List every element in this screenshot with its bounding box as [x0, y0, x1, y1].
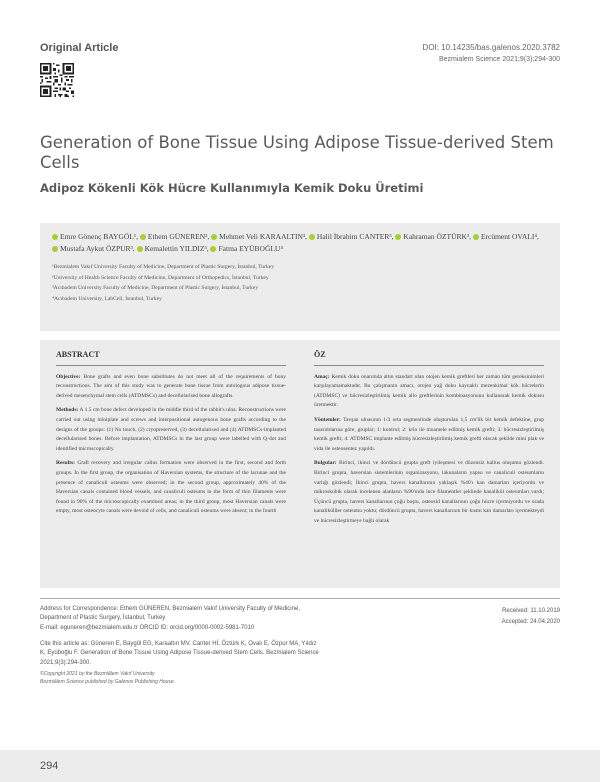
received-date: Received: 11.10.2019	[502, 608, 560, 614]
orcid-icon	[309, 234, 315, 240]
abstract-english	[56, 350, 286, 522]
orcid-icon	[473, 234, 479, 240]
author[interactable]: Fatma EYÜBOĞLU⁴	[210, 244, 282, 253]
author[interactable]: Mehmet Veli KARAALTIN³,	[211, 232, 307, 241]
author[interactable]: Kahraman ÖZTÜRK³,	[395, 232, 471, 241]
page-number: 294	[40, 760, 59, 772]
abstract-amac: Amaç: Kemik doku onarımda altın standart olan otojen kemik greftleri her zaman tüm gereksinimleri karşılayamamaktadır. Bu çalışmanın amacı, otojen yağ doku kaynaklı mezenkimal kök hücrelerin (ATDMSC) ve hücresizleştirilmiş kemik allo greftlerinin kombinasyonunu kullanarak kemik dokusu üretmektir.	[314, 373, 544, 409]
author[interactable]: Kemalettin YILDIZ³,	[137, 244, 209, 253]
affiliation-list	[52, 262, 548, 304]
affiliation: ³Acıbadem University Faculty of Medicine, Department of Plastic Surgery, İstanbul, Turkey	[52, 285, 259, 291]
journal-citation: Bezmialem Science 2021;9(3):294-300	[438, 56, 560, 63]
divider	[56, 365, 286, 366]
accepted-date: Accepted: 24.04.2020	[501, 619, 560, 625]
orcid-icon	[210, 246, 216, 252]
author[interactable]: Ercüment OVALI⁴,	[473, 232, 539, 241]
author[interactable]: Mustafa Aykut ÖZPUR³,	[52, 244, 135, 253]
orcid-icon	[137, 246, 143, 252]
author[interactable]: Ethem GÜNEREN²,	[140, 232, 209, 241]
page-footer	[0, 750, 600, 782]
author-list	[52, 231, 548, 254]
author[interactable]: Halil İbrahim CANTER³,	[309, 232, 394, 241]
doi[interactable]: DOI: 10.14235/bas.galenos.2020.3782	[422, 43, 560, 52]
orcid-icon	[52, 246, 58, 252]
abstract-methods: Methods: A 1.5 cm bone defect developed in the middle third of the rabbit's ulna. Reconstructions were carried out using miniplate and screws and interpositional autogenous bone grafts according to the designs of the groups: (1) No touch, (2) cryopreserved, (3) decellularised and (4) ATDMSCs-implanted decellularised bones. Before implantation, ATDMSCs in the last group were labelled with Q-dot and identified microscopically.	[56, 407, 286, 452]
affiliation: ¹Bezmialem Vakıf University Faculty of Medicine, Department of Plastic Surgery, İstanbul, Turkey	[52, 264, 275, 270]
author[interactable]: Emre Gönenç BAYGÖL¹,	[52, 232, 138, 241]
copyright-notice: ©Copyright 2021 by the Bezmiâlem Vakıf University Bezmiâlem Science published by Galenos Publishing House.	[40, 671, 176, 685]
article-title-english: Generation of Bone Tissue Using Adipose Tissue-derived Stem Cells	[40, 133, 554, 172]
authors-panel	[40, 223, 560, 331]
article-type: Original Article	[40, 42, 119, 54]
orcid-icon	[395, 234, 401, 240]
affiliation: ²University of Health Science Faculty of Medicine, Department of Orthopedics, İstanbul, Turkey	[52, 274, 269, 281]
correspondence-address: Address for Correspondence: Ethem GÜNEREN, Bezmialem Vakıf University Faculty of Medicine, Department of Plastic Surgery, İstanbul, Turkey E-mail: eguneren@bezmialem.edu.tr ORCID ID: orcid.org/0000-0002-5981-7010	[40, 606, 300, 631]
abstract-yontemler: Yöntemler: Tavşan ulnasının 1/3 orta segmentinde oluşturulan 1,5 cm'lik bir kemik defektine, grup tasarımlarına göre, gruplar; 1: kontrol; 2: krio ile muamele edilmiş kemik grefti; 3: hücresizleştirilmiş kemik grefti; 4: ATDMSC implante edilmiş hücresizleştirilmiş kemik grefti olacak şekilde mini plak ve vida ile osteosentez yapıldı.	[314, 416, 544, 452]
article-dates	[502, 606, 560, 628]
divider	[314, 365, 544, 366]
abstract-panel	[40, 340, 560, 588]
qr-code-icon	[40, 63, 74, 97]
orcid-icon	[52, 234, 58, 240]
abstract-objective: Objective: Bone grafts and even bone substitutes do not meet all of the requirements of bony reconstructions. The aim of this study was to generate bone tissue from autologous adipose tissue-derived mesenchymal stem cells (ATDMSCs) and decellularised bone allografts.	[56, 373, 286, 399]
abstract-heading: ÖZ	[314, 350, 326, 359]
orcid-icon	[140, 234, 146, 240]
abstract-bulgular: Bulgular: Birinci, ikinci ve dördüncü grupta greft iyileşmesi ve düzensiz kallus oluşumu gözlendi. Birinci grupta, haversian sistemlerinin organizasyonu, lakunaların yapısı ve canaliculi osteumların varlığı gözlendi; İkinci grupta, havers kanallarının yaklaşık %40'ı kan damarları içeriyordu ve mikroskobik olarak incelenen alanların %90'ında ince filamentler şeklinde kanalikül osteumları vardı; Üçüncü grupta, havers kanallarının çoğu boştu, osteosid kanallarının çoğu hücre içermiyordu ve orada kanalikülller osteumu yoktu; dördüncü grupta, havers kanallarının bir kısmı kan damarları içermekteydi ve hücresizleştirmeye bağlı olarak	[314, 460, 544, 524]
abstract-results: Results: Graft recovery and irregular callus formation were observed in the first, second and forth groups. In the first group, the organisation of Haversian systems, the structure of the lacunae and the presence of canaliculi osteums were observed; in the second group, approximately 40% of the Haversian canals contained blood vessels, and canaliculi osteums in the form of thin filaments were found in 90% of the microscopically examined areas; in the third group, most Haversian canals were empty, most osteocyte canals were devoid of cells, and canaliculi osteums were absent; in the fourth	[56, 460, 286, 515]
abstract-turkish	[314, 350, 544, 532]
orcid-icon	[211, 234, 217, 240]
footer-divider	[40, 598, 560, 599]
article-title-turkish: Adipoz Kökenli Kök Hücre Kullanımıyla Kemik Doku Üretimi	[40, 181, 424, 195]
abstract-heading: ABSTRACT	[56, 350, 100, 359]
affiliation: ⁴Acıbadem University, LabCell, İstanbul, Turkey	[52, 295, 162, 302]
cite-this-article: Cite this article as: Güneren E, Baygöl EG, Karaaltın MV, Canter Hİ, Öztürk K, Ovalı E, Özpur MA, Yıldız K, Eyüboğlu F. Generation of Bone Tissue Using Adipose Tissue-derived Stem Cells. Bezmialem Science 2021;9(3):294-300.	[40, 641, 319, 666]
